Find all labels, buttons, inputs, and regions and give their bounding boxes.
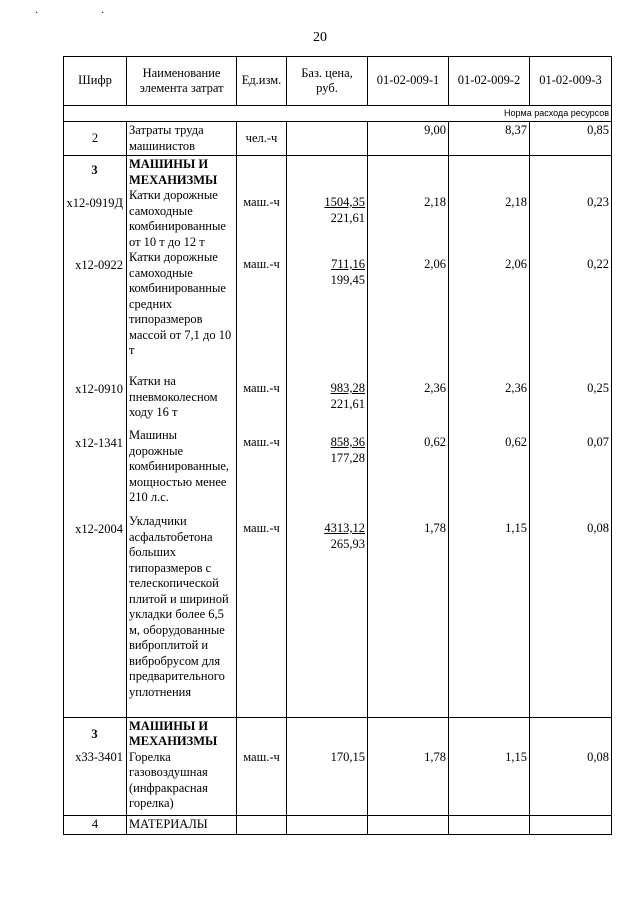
item-norm-1: 2,36 xyxy=(424,381,446,395)
machines2-norm1-cell xyxy=(368,717,449,816)
section-number: 3 xyxy=(91,726,98,741)
item-norm-2: 1,15 xyxy=(505,521,527,535)
item-norm-1: 1,78 xyxy=(424,749,446,764)
item-norm-3: 0,23 xyxy=(587,195,609,209)
item-price: 858,36 xyxy=(330,435,365,449)
materials-section-row xyxy=(64,816,612,835)
item-name: Катки на пневмоколесном ходу 16 т xyxy=(129,374,218,419)
machines2-norm2-cell xyxy=(449,717,530,816)
item-code: х12-0910 xyxy=(75,381,123,396)
item-price-2: 265,93 xyxy=(330,536,365,551)
empty-cell xyxy=(287,816,368,835)
item-norm-2: 2,18 xyxy=(505,195,527,209)
machines-section-2-row xyxy=(64,717,612,816)
item-name: Катки дорожные самоходные комбинированные от 10 т до 12 т xyxy=(129,188,226,249)
item-unit: маш.-ч xyxy=(243,521,280,535)
empty-cell xyxy=(237,816,287,835)
empty-cell xyxy=(449,816,530,835)
item-code: х12-1341 xyxy=(75,435,123,450)
item-price-2: 177,28 xyxy=(330,450,365,465)
machines-section-row xyxy=(64,156,612,718)
item-price-2: 221,61 xyxy=(330,396,365,411)
table-header-row xyxy=(64,57,612,106)
item-unit: маш.-ч xyxy=(243,435,280,449)
header-code: Шифр xyxy=(64,57,127,106)
header-unit: Ед.изм. xyxy=(237,57,287,106)
machines-norm3-cell xyxy=(530,156,612,718)
labor-price xyxy=(287,122,368,156)
machines-names-cell xyxy=(127,156,237,718)
machines2-norm3-cell xyxy=(530,717,612,816)
materials-num: 4 xyxy=(64,816,127,835)
machines2-codes-cell xyxy=(64,717,127,816)
item-price: 711,16 xyxy=(331,257,365,271)
labor-num: 2 xyxy=(64,122,127,156)
item-price-2: 199,45 xyxy=(330,272,365,287)
item-code: х12-2004 xyxy=(75,521,123,536)
machines-units-cell xyxy=(237,156,287,718)
item-norm-2: 1,15 xyxy=(505,749,527,764)
item-norm-3: 0,08 xyxy=(587,521,609,535)
machines2-names-cell xyxy=(127,717,237,816)
item-norm-1: 0,62 xyxy=(424,435,446,449)
machines-norm2-cell xyxy=(449,156,530,718)
norma-row xyxy=(64,106,612,122)
page-number: 20 xyxy=(313,30,327,45)
machines2-prices-cell xyxy=(287,717,368,816)
item-name: Машины дорожные комбинированные, мощностью менее 210 л.с. xyxy=(129,428,230,504)
item-name: Горелка газовоздушная (инфракрасная горелка) xyxy=(129,749,208,810)
machines2-units-cell xyxy=(237,717,287,816)
empty-cell xyxy=(368,816,449,835)
item-norm-2: 2,36 xyxy=(505,381,527,395)
item-unit: маш.-ч xyxy=(243,257,280,271)
item-norm-3: 0,25 xyxy=(587,381,609,395)
item-unit: маш.-ч xyxy=(243,749,280,764)
item-norm-1: 2,06 xyxy=(424,257,446,271)
labor-name: Затраты труда машинистов xyxy=(127,122,237,156)
item-code: х12-0919Д xyxy=(66,195,123,210)
item-price: 983,28 xyxy=(330,381,365,395)
item-norm-2: 2,06 xyxy=(505,257,527,271)
header-norm-3: 01-02-009-3 xyxy=(530,57,612,106)
labor-norm-2: 8,37 xyxy=(449,122,530,156)
item-price: 1504,35 xyxy=(324,195,365,209)
labor-row xyxy=(64,122,612,156)
item-name: Катки дорожные самоходные комбинированные средних типоразмеров массой от 7,1 до 10 т xyxy=(129,250,232,357)
header-norm-1: 01-02-009-1 xyxy=(368,57,449,106)
item-norm-2: 0,62 xyxy=(505,435,527,449)
item-unit: маш.-ч xyxy=(243,381,280,395)
norma-label: Норма расхода ресурсов xyxy=(64,106,612,122)
section-number: 3 xyxy=(91,163,98,177)
item-price-2: 221,61 xyxy=(330,210,365,225)
item-price: 170,15 xyxy=(330,749,365,764)
item-norm-1: 2,18 xyxy=(424,195,446,209)
item-name: Укладчики асфальтобетона больших типоразмеров с телескопической плитой и шириной укладки более 6,5 м, оборудованные виброплитой и вибробрусом для предварительного уплотнения xyxy=(129,514,229,699)
section-title: МАШИНЫ И МЕХАНИЗМЫ xyxy=(129,157,218,187)
labor-unit: чел.-ч xyxy=(237,122,287,156)
header-norm-2: 01-02-009-2 xyxy=(449,57,530,106)
machines-norm1-cell xyxy=(368,156,449,718)
resource-norms-table xyxy=(63,56,612,835)
item-norm-1: 1,78 xyxy=(424,521,446,535)
labor-norm-3: 0,85 xyxy=(530,122,612,156)
scan-marks: · · xyxy=(35,8,135,19)
machines-prices-cell xyxy=(287,156,368,718)
item-price: 4313,12 xyxy=(324,521,365,535)
machines-codes-cell xyxy=(64,156,127,718)
header-price: Баз. цена, руб. xyxy=(287,57,368,106)
item-code: х12-0922 xyxy=(75,257,123,272)
labor-norm-1: 9,00 xyxy=(368,122,449,156)
item-code: х33-3401 xyxy=(75,750,123,764)
materials-title: МАТЕРИАЛЫ xyxy=(127,816,237,835)
header-name: Наименование элемента затрат xyxy=(127,57,237,106)
item-norm-3: 0,08 xyxy=(587,749,609,764)
item-norm-3: 0,07 xyxy=(587,435,609,449)
section-title: МАШИНЫ И МЕХАНИЗМЫ xyxy=(129,718,218,748)
item-unit: маш.-ч xyxy=(243,195,280,209)
empty-cell xyxy=(530,816,612,835)
item-norm-3: 0,22 xyxy=(587,257,609,271)
